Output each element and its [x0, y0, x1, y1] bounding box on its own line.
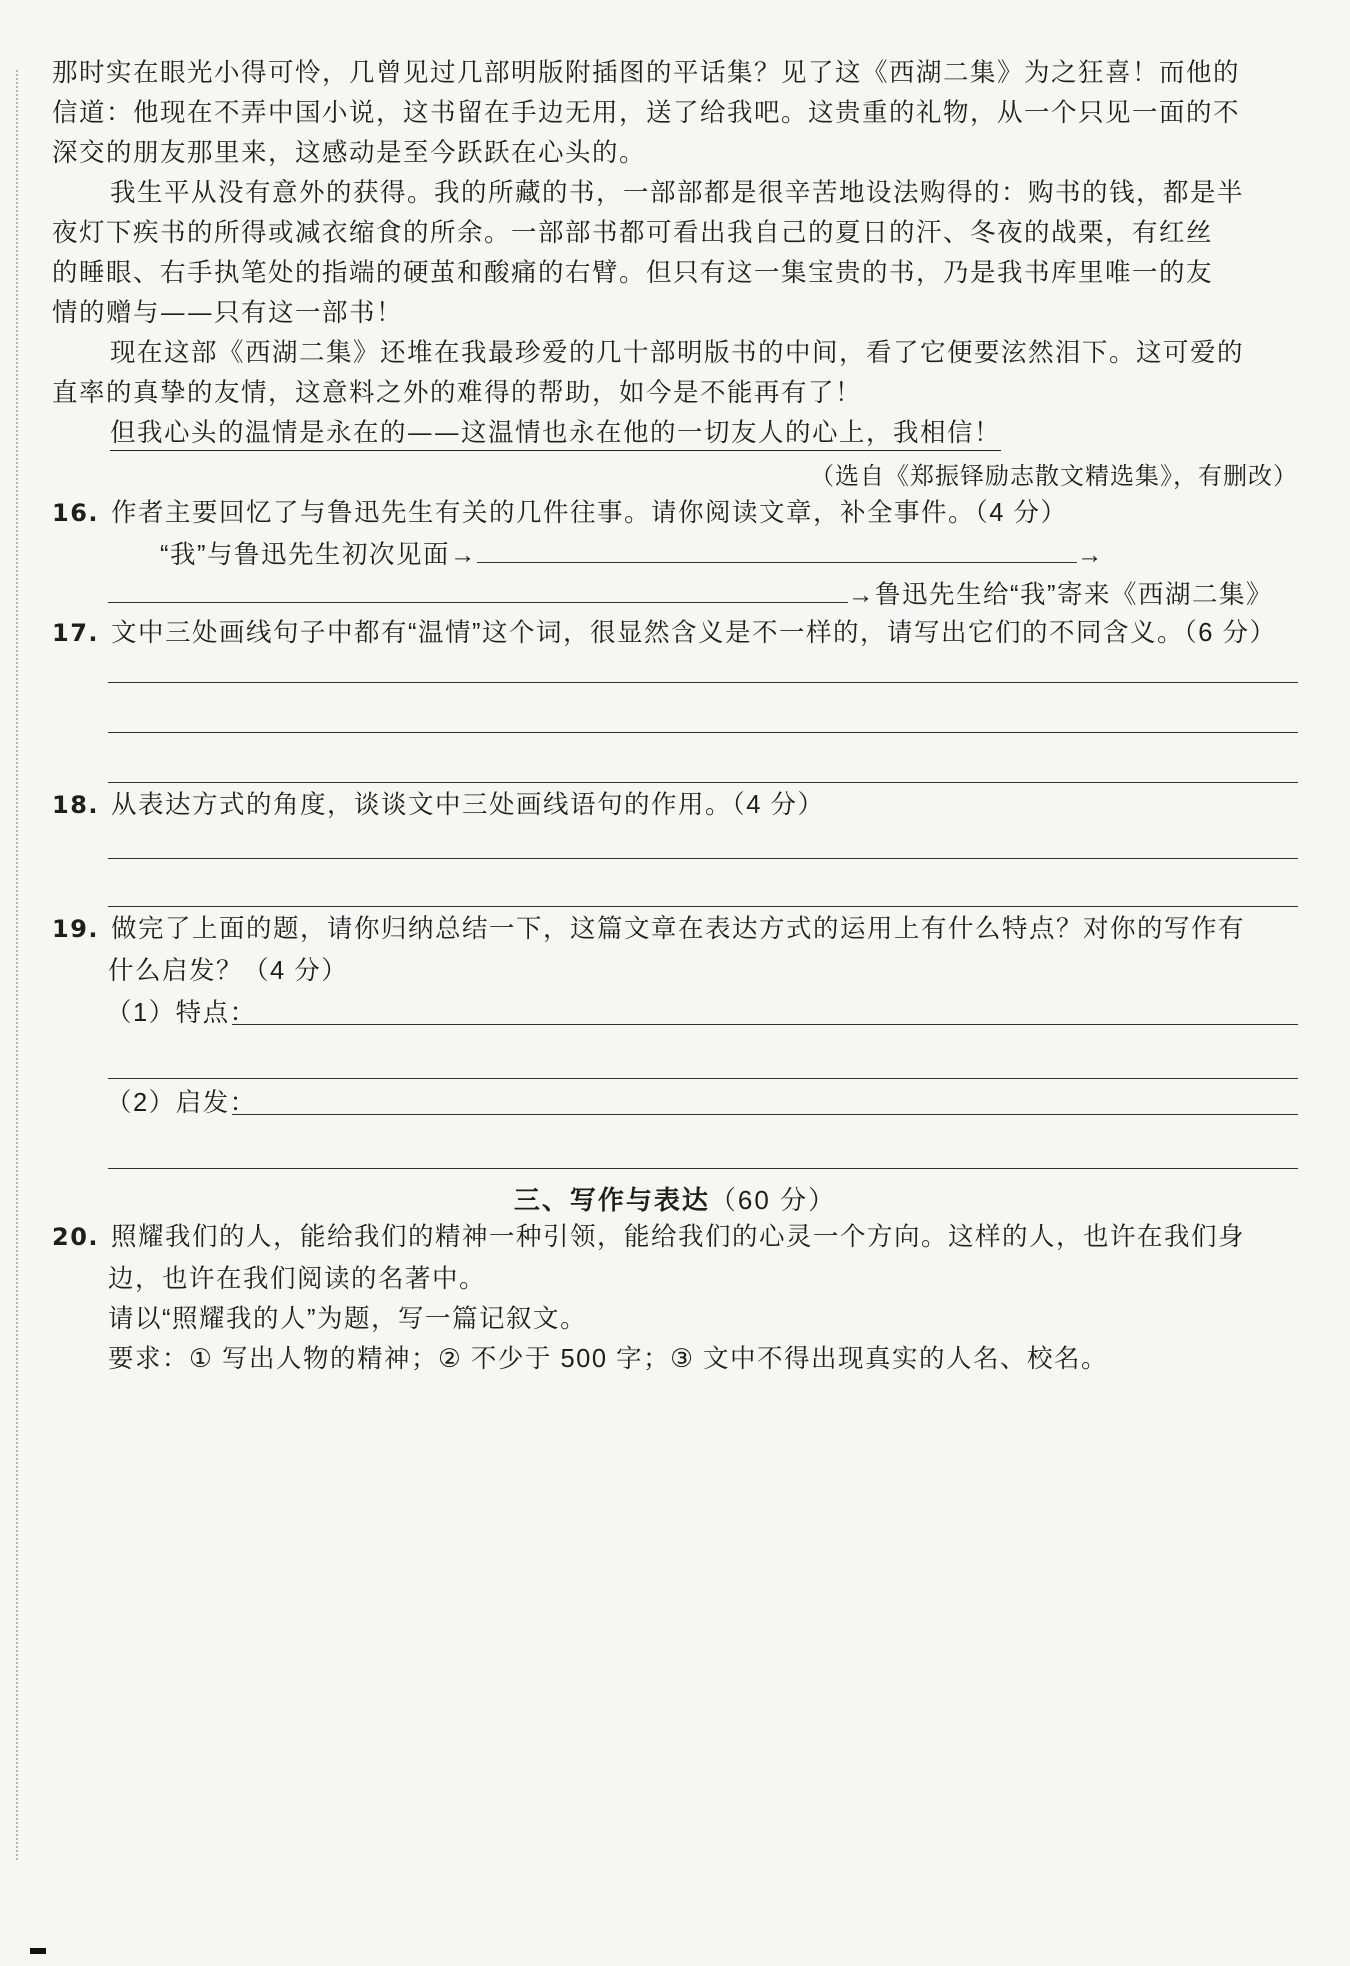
question-text: 文中三处画线句子中都有“温情”这个词，很显然含义是不一样的，请写出它们的不同含义。（6 分）: [111, 619, 1277, 647]
q18-answer-line-1[interactable]: [108, 858, 1298, 859]
event-end: →鲁迅先生给“我”寄来《西湖二集》: [848, 581, 1273, 609]
q16-event-row-1: [160, 536, 1104, 572]
question-number: 19.: [52, 915, 100, 943]
question-19-line-2: 什么启发？（4 分）: [108, 957, 349, 985]
passage-line-8: 现在这部《西湖二集》还堆在我最珍爱的几十部明版书的中间，看了它便要泫然泪下。这可爱的: [110, 338, 1245, 368]
passage-line-9: 直率的真挚的友情，这意料之外的难得的帮助，如今是不能再有了！: [52, 378, 863, 408]
passage-source: （选自《郑振铎励志散文精选集》，有删改）: [810, 462, 1298, 490]
binding-margin-line: [16, 70, 18, 1860]
passage-line-2: 信道：他现在不弄中国小说，这书留在手边无用，送了给我吧。这贵重的礼物，从一个只见一面的不: [52, 98, 1241, 128]
question-18: [52, 788, 825, 822]
arrow-icon: →: [1076, 541, 1104, 569]
question-number: 16.: [52, 499, 100, 527]
q17-answer-line-2[interactable]: [108, 732, 1298, 733]
passage-line-6: 的睡眼、右手执笔处的指端的硬茧和酸痛的右臂。但只有这一集宝贵的书，乃是我书库里唯一的友: [52, 258, 1214, 288]
event-blank-2[interactable]: [108, 576, 848, 603]
section-points: （60 分）: [709, 1185, 837, 1215]
question-17: [52, 616, 1277, 650]
question-text: 作者主要回忆了与鲁迅先生有关的几件往事。请你阅读文章，补全事件。（4 分）: [111, 499, 1068, 527]
underlined-text: 但我心头的温情是永在的——这温情也永在他的一切友人的心上，我相信！: [110, 418, 1001, 451]
question-number: 18.: [52, 791, 100, 819]
question-text: 从表达方式的角度，谈谈文中三处画线语句的作用。（4 分）: [111, 791, 825, 819]
q20-line-2: 边，也许在我们阅读的名著中。: [108, 1265, 487, 1293]
q19-inspiration-line-2[interactable]: [108, 1168, 1298, 1169]
q20-line-1: 照耀我们的人，能给我们的精神一种引领，能给我们的心灵一个方向。这样的人，也许在我们身: [111, 1223, 1246, 1251]
section-title-text: 三、写作与表达: [513, 1185, 710, 1215]
passage-underlined-sentence: [110, 416, 1001, 450]
passage-line-4: 我生平从没有意外的获得。我的所藏的书，一部部都是很辛苦地设法购得的：购书的钱，都是半: [110, 178, 1245, 208]
corner-mark: [30, 1948, 46, 1954]
section-title-writing: [0, 1180, 1350, 1217]
question-20: [52, 1220, 1245, 1254]
passage-line-3: 深交的朋友那里来，这感动是至今跃跃在心头的。: [52, 138, 647, 168]
sub-label-features: （1）特点：: [106, 999, 257, 1027]
passage-line-1: 那时实在眼光小得可怜，几曾见过几部明版附插图的平话集？见了这《西湖二集》为之狂喜！而他的: [52, 58, 1241, 88]
q20-line-3: 请以“照耀我的人”为题，写一篇记叙文。: [108, 1305, 587, 1333]
passage-line-7: 情的赠与——只有这一部书！: [52, 298, 404, 328]
q17-answer-line-1[interactable]: [108, 682, 1298, 683]
question-16: [52, 496, 1068, 530]
question-text-line-1: 做完了上面的题，请你归纳总结一下，这篇文章在表达方式的运用上有什么特点？对你的写作有: [111, 915, 1246, 943]
q17-answer-line-3[interactable]: [108, 782, 1298, 783]
sub-label-inspiration: （2）启发：: [106, 1089, 257, 1117]
question-19: [52, 912, 1245, 946]
event-start: “我”与鲁迅先生初次见面→: [160, 541, 477, 569]
passage-line-5: 夜灯下疾书的所得或减衣缩食的所余。一部部书都可看出我自己的夏日的汗、冬夜的战栗，有红丝: [52, 218, 1214, 248]
q18-answer-line-2[interactable]: [108, 906, 1298, 907]
q16-event-row-2: [108, 576, 1273, 612]
q19-features-line-1[interactable]: [232, 1024, 1298, 1025]
question-number: 17.: [52, 619, 100, 647]
event-blank-1[interactable]: [477, 536, 1077, 563]
q19-features-line-2[interactable]: [108, 1078, 1298, 1079]
q20-requirements: 要求：① 写出人物的精神；② 不少于 500 字；③ 文中不得出现真实的人名、校名。: [108, 1345, 1109, 1373]
question-number: 20.: [52, 1223, 100, 1251]
q19-inspiration-line-1[interactable]: [232, 1114, 1298, 1115]
